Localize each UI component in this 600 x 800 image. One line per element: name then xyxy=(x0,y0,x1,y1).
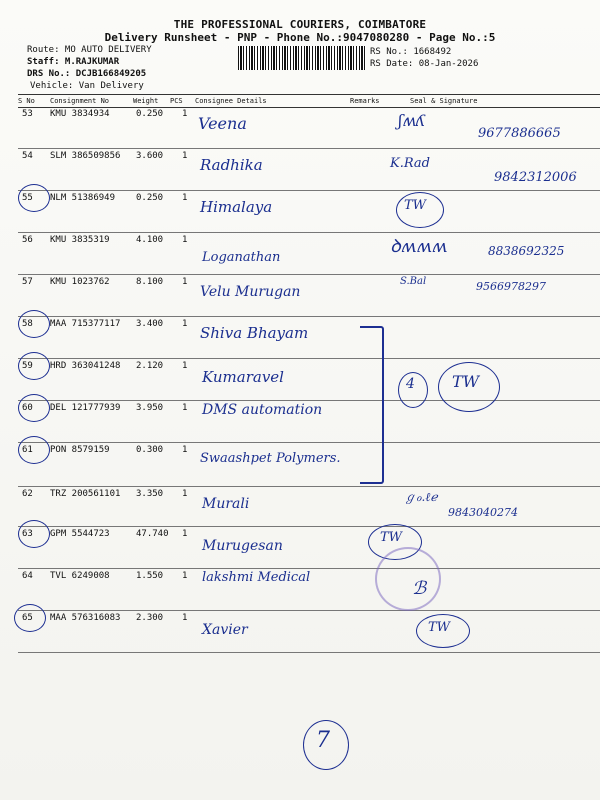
col-remarks: Remarks xyxy=(350,97,380,105)
pcs: 1 xyxy=(182,277,188,287)
weight: 47.740 xyxy=(136,529,169,539)
pcs: 1 xyxy=(182,489,188,499)
table-row xyxy=(18,316,600,359)
pcs: 1 xyxy=(182,361,188,371)
weight: 3.600 xyxy=(136,151,164,161)
consignment-no: TVL 6249008 xyxy=(50,571,110,581)
sno: 60 xyxy=(22,403,33,413)
pcs: 1 xyxy=(182,613,188,623)
weight: 3.400 xyxy=(136,319,164,329)
rs-number: RS No.: 1668492 xyxy=(370,47,452,57)
sno: 53 xyxy=(22,109,33,119)
sno: 56 xyxy=(22,235,33,245)
weight: 3.950 xyxy=(136,403,164,413)
consignment-no: TRZ 200561101 xyxy=(50,489,121,499)
tw-mark: TW xyxy=(404,198,427,213)
consignee-name: Murali xyxy=(202,496,250,512)
signature-scribble: ʃʍʎ xyxy=(398,111,426,130)
table-row xyxy=(18,274,600,317)
weight: 3.350 xyxy=(136,489,164,499)
signature: K.Rad xyxy=(390,156,431,171)
seal-stamp xyxy=(375,547,441,611)
consignment-no: KMU 3834934 xyxy=(50,109,110,119)
barcode xyxy=(238,46,366,70)
pcs: 1 xyxy=(182,403,188,413)
weight: 2.120 xyxy=(136,361,164,371)
drs-label: DRS No.: DCJB166849205 xyxy=(27,69,147,79)
table-row xyxy=(18,358,600,401)
vehicle-label: Vehicle: Van Delivery xyxy=(30,81,144,91)
consignment-no: NLM 51386949 xyxy=(50,193,116,203)
table-row xyxy=(18,568,600,611)
phone-note: 8838692325 xyxy=(488,244,565,258)
col-sno: S No xyxy=(18,97,35,105)
col-consignment: Consignment No xyxy=(50,97,110,105)
pcs: 1 xyxy=(182,235,188,245)
phone-note: 9677886665 xyxy=(478,126,561,141)
route-label: Route: MO AUTO DELIVERY xyxy=(27,45,152,55)
signature-scribble: ℊℴ.ℓℯ xyxy=(404,490,438,504)
pcs: 1 xyxy=(182,193,188,203)
consignment-no: KMU 1023762 xyxy=(50,277,110,287)
pcs: 1 xyxy=(182,151,188,161)
company-title: THE PROFESSIONAL COURIERS, COIMBATORE xyxy=(173,18,427,31)
consignee-name: Swaashpet Polymers. xyxy=(200,451,341,466)
sno: 63 xyxy=(22,529,33,539)
runsheet-title: Delivery Runsheet - PNP - Phone No.:9047080280 - Page No.:5 xyxy=(104,31,496,44)
count-mark: 4 xyxy=(406,376,415,392)
signature-scribble: ꝺʍʍʍ xyxy=(390,236,448,257)
weight: 4.100 xyxy=(136,235,164,245)
table-row xyxy=(18,106,600,149)
consignment-no: KMU 3835319 xyxy=(50,235,110,245)
pcs: 1 xyxy=(182,319,188,329)
sno: 58 xyxy=(22,319,33,329)
consignee-name: Velu Murugan xyxy=(200,284,301,300)
pcs: 1 xyxy=(182,109,188,119)
col-pcs: PCS xyxy=(170,97,183,105)
consignment-no: PON 8579159 xyxy=(50,445,110,455)
rs-date: RS Date: 08-Jan-2026 xyxy=(370,59,479,69)
consignee-name: Shiva Bhayam xyxy=(200,324,309,342)
tw-mark: TW xyxy=(428,620,451,635)
consignee-name: Xavier xyxy=(202,622,248,638)
signature: S.Bal xyxy=(400,276,427,287)
col-consignee: Consignee Details xyxy=(195,97,267,105)
consignment-no: SLM 386509856 xyxy=(50,151,121,161)
consignment-no: MAA 576316083 xyxy=(50,613,121,623)
sno: 55 xyxy=(22,193,33,203)
table-row xyxy=(18,232,600,275)
consignment-no: MAA 715377117 xyxy=(50,319,121,329)
weight: 0.250 xyxy=(136,193,164,203)
table-row xyxy=(18,442,600,487)
col-weight: Weight xyxy=(133,97,159,105)
consignee-name: Himalaya xyxy=(200,198,273,216)
table-row xyxy=(18,148,600,191)
weight: 1.550 xyxy=(136,571,164,581)
sno: 62 xyxy=(22,489,33,499)
consignee-name: Kumaravel xyxy=(202,368,284,386)
consignee-name: Radhika xyxy=(200,156,263,174)
tw-mark: TW xyxy=(380,530,403,545)
pcs: 1 xyxy=(182,445,188,455)
pcs: 1 xyxy=(182,529,188,539)
table-row xyxy=(18,190,600,233)
grouping-bracket xyxy=(360,326,384,484)
weight: 0.300 xyxy=(136,445,164,455)
table-row xyxy=(18,486,600,527)
sno: 64 xyxy=(22,571,33,581)
consignee-name: Murugesan xyxy=(202,538,283,554)
sno: 61 xyxy=(22,445,33,455)
total-count: 7 xyxy=(316,728,330,753)
consignment-no: GPM 5544723 xyxy=(50,529,110,539)
consignment-no: DEL 121777939 xyxy=(50,403,121,413)
pcs: 1 xyxy=(182,571,188,581)
tw-mark: TW xyxy=(452,372,480,391)
table-row xyxy=(18,526,600,569)
consignee-name: lakshmi Medical xyxy=(202,570,311,585)
weight: 2.300 xyxy=(136,613,164,623)
consignee-name: DMS automation xyxy=(202,402,323,418)
sno: 65 xyxy=(22,613,33,623)
table-row xyxy=(18,610,600,653)
phone-note: 9843040274 xyxy=(448,506,518,519)
consignee-name: Loganathan xyxy=(202,250,281,265)
col-seal: Seal & Signature xyxy=(410,97,478,105)
weight: 8.100 xyxy=(136,277,164,287)
weight: 0.250 xyxy=(136,109,164,119)
signature-scribble: ℬ xyxy=(412,578,427,599)
consignment-no: HRD 363041248 xyxy=(50,361,121,371)
staff-label: Staff: M.RAJKUMAR xyxy=(27,57,120,67)
phone-note: 9842312006 xyxy=(494,170,577,185)
sno: 59 xyxy=(22,361,33,371)
sno: 54 xyxy=(22,151,33,161)
phone-note: 9566978297 xyxy=(476,280,546,293)
consignee-name: Veena xyxy=(198,114,247,133)
sno: 57 xyxy=(22,277,33,287)
